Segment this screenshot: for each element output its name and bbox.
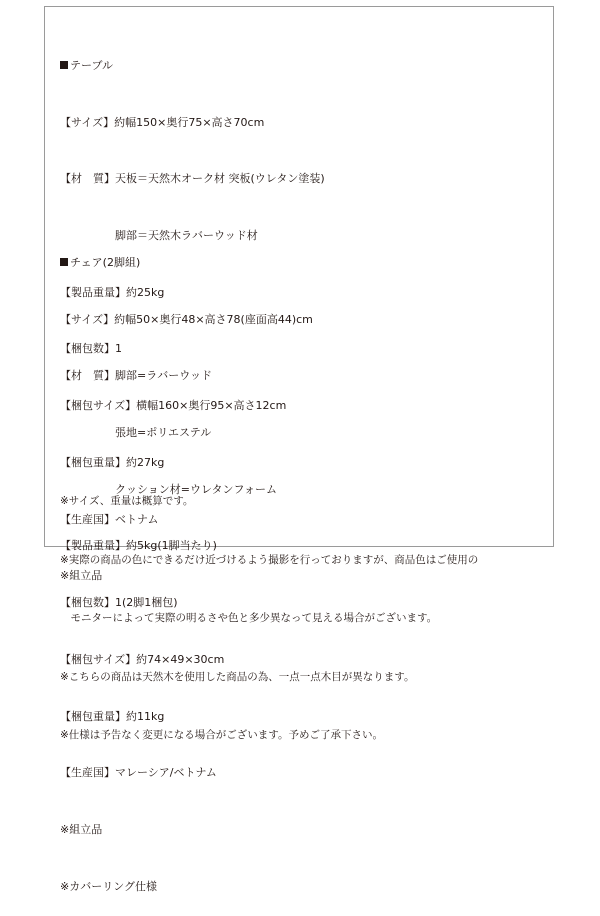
chair-spec-line: クッション材=ウレタンフォーム bbox=[60, 482, 278, 496]
chair-spec-line: 【製品重量】約5kg(1脚当たり) bbox=[60, 539, 217, 553]
chair-spec-line: ※カバーリング仕様 bbox=[60, 879, 157, 893]
table-spec-line: 【材 質】天板＝天然木オーク材 突板(ウレタン塗装) bbox=[60, 172, 325, 186]
note-line: ※サイズ、重量は概算です。 bbox=[60, 495, 194, 507]
table-spec-line: 【製品重量】約25kg bbox=[60, 285, 165, 299]
table-spec-line: 【梱包サイズ】横幅160×奥行95×高さ12cm bbox=[60, 399, 287, 413]
note-line: ※実際の商品の色にできるだけ近づけるよう撮影を行っておりますが、商品色はご使用の bbox=[60, 553, 479, 566]
table-heading: テーブル bbox=[60, 57, 325, 76]
chair-spec-line: 【梱包重量】約11kg bbox=[60, 709, 165, 723]
chair-spec-line: 【梱包サイズ】約74×49×30cm bbox=[60, 652, 225, 666]
chair-spec-line: 【梱包数】1(2脚1梱包) bbox=[60, 596, 178, 610]
chair-spec-line: ※組立品 bbox=[60, 823, 103, 836]
note-line: モニターによって実際の明るさや色と多少異なって見える場合がございます。 bbox=[60, 612, 438, 624]
chair-spec-line: 【生産国】マレーシア/ベトナム bbox=[60, 766, 217, 780]
table-spec-line: 脚部＝天然木ラバーウッド材 bbox=[60, 228, 258, 242]
chair-heading: チェア(2脚組) bbox=[60, 254, 313, 273]
table-spec-line: ※組立品 bbox=[60, 569, 103, 583]
table-spec-line: 【サイズ】約幅150×奥行75×高さ70cm bbox=[60, 115, 265, 129]
table-spec-line: 【梱包数】1 bbox=[60, 342, 122, 356]
chair-spec-line: 【サイズ】約幅50×奥行48×高さ78(座面高44)cm bbox=[60, 312, 313, 326]
chair-spec-line: 張地=ポリエステル bbox=[60, 425, 212, 439]
table-spec-line: 【梱包重量】約27kg bbox=[60, 455, 165, 469]
note-line: ※こちらの商品は天然木を使用した商品の為、一点一点木目が異なります。 bbox=[60, 670, 415, 683]
notes-section bbox=[60, 453, 478, 765]
table-spec-line: 【生産国】ベトナム bbox=[60, 512, 159, 526]
note-line: ※仕様は予告なく変更になる場合がございます。予めご了承下さい。 bbox=[60, 729, 383, 741]
chair-spec-line: 【材 質】脚部=ラバーウッド bbox=[60, 369, 212, 383]
